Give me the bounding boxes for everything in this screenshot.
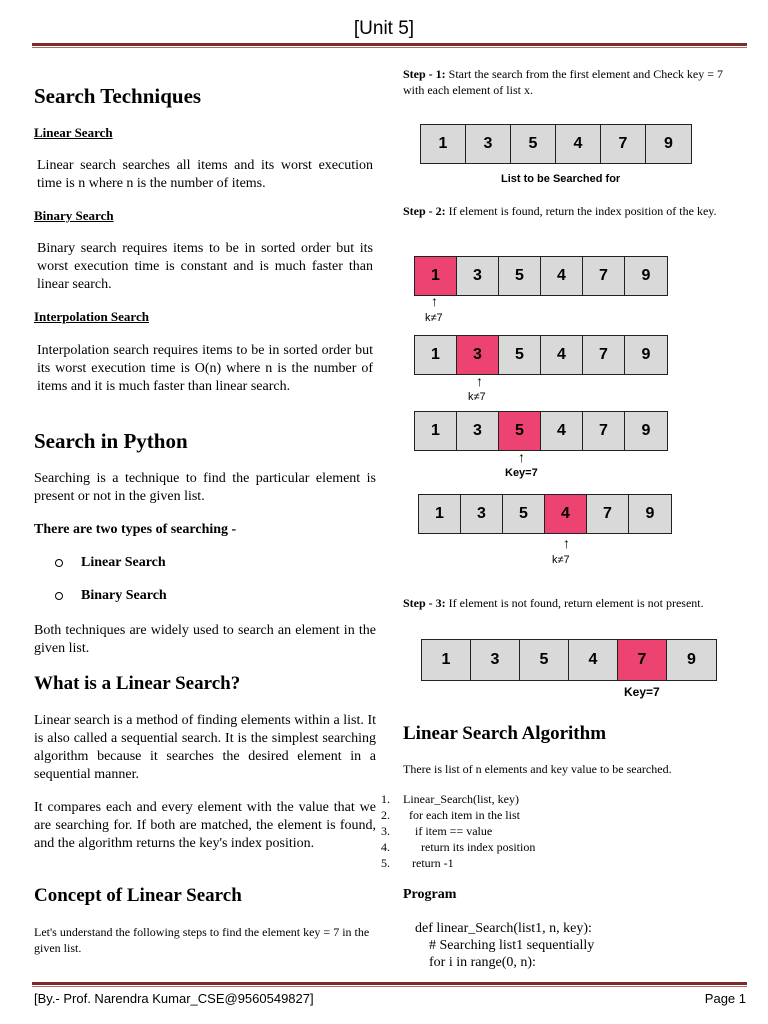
up-arrow-icon: ↑	[563, 535, 570, 551]
list-row-step5	[421, 639, 717, 681]
list-cell: 4	[569, 640, 618, 680]
footer-rule	[32, 982, 747, 987]
list-cell: 5	[499, 336, 541, 374]
step1-text: Step - 1: Start the search from the first element and Check key = 7 with each element of list x.	[403, 67, 724, 97]
binary-search-text: Binary search requires items to be in sorted order but its worst execution time is constant and is much faster than linear search.	[37, 241, 373, 292]
list-row-step1	[414, 256, 668, 296]
key-equals-label: Key=7	[505, 467, 538, 479]
heading-linear-search-algorithm: Linear Search Algorithm	[403, 723, 607, 744]
header-rule	[32, 43, 747, 48]
code-line: for i in range(0, n):	[415, 955, 536, 970]
bullet-linear-search: Linear Search	[55, 555, 166, 571]
list-cell: 4	[541, 412, 583, 450]
list-cell: 4	[541, 336, 583, 374]
not-equal-label: k≠7	[425, 312, 443, 324]
interpolation-search-text: Interpolation search requires items to be in sorted order but its worst execution time is O(n) where n is the number of items and it is much faster than linear search.	[37, 343, 373, 394]
list-row-step4	[418, 494, 672, 534]
what-is-linear-search-text: Linear search is a method of finding elements within a list. It is also called a sequential search. It is the simplest searching algorithm because it searches the desired element in a sequential manner.	[34, 713, 376, 782]
list-cell: 5	[511, 125, 556, 163]
subheading-linear-search: Linear Search	[34, 125, 113, 140]
list-caption: List to be Searched for	[501, 173, 621, 185]
list-cell-highlighted: 5	[499, 412, 541, 450]
subheading-binary-search: Binary Search	[34, 208, 114, 223]
list-cell: 3	[466, 125, 511, 163]
list-cell: 1	[421, 125, 466, 163]
list-cell: 3	[457, 257, 499, 295]
list-cell: 1	[419, 495, 461, 533]
bullet-circle-icon	[55, 559, 63, 567]
algorithm-intro: There is list of n elements and key value to be searched.	[403, 762, 672, 776]
up-arrow-icon: ↑	[476, 373, 483, 389]
footer-author: [By.- Prof. Narendra Kumar_CSE@9560549827]	[34, 991, 314, 1006]
list-cell: 3	[461, 495, 503, 533]
list-cell: 3	[471, 640, 520, 680]
list-cell: 4	[541, 257, 583, 295]
both-techniques-text: Both techniques are widely used to search an element in the given list.	[34, 623, 376, 656]
list-row-initial	[420, 124, 692, 164]
up-arrow-icon: ↑	[518, 449, 525, 465]
list-cell: 9	[667, 640, 716, 680]
list-cell: 3	[457, 412, 499, 450]
list-cell: 7	[583, 412, 625, 450]
list-cell: 7	[583, 257, 625, 295]
list-cell: 9	[625, 412, 667, 450]
linear-search-text: Linear search searches all items and its worst execution time is n where n is the number of items.	[37, 158, 373, 191]
program-heading: Program	[403, 887, 457, 902]
footer-page-number: Page 1	[704, 991, 746, 1006]
list-cell: 7	[601, 125, 646, 163]
key-equals-label: Key=7	[624, 685, 660, 699]
list-cell: 4	[556, 125, 601, 163]
code-line: def linear_Search(list1, n, key):	[415, 921, 592, 936]
list-cell-highlighted: 3	[457, 336, 499, 374]
not-equal-label: k≠7	[552, 554, 570, 566]
list-cell: 9	[625, 336, 667, 374]
code-line: # Searching list1 sequentially	[415, 938, 595, 953]
list-cell: 1	[422, 640, 471, 680]
bullet-binary-search: Binary Search	[55, 588, 167, 604]
bullet-circle-icon	[55, 592, 63, 600]
list-row-step3	[414, 411, 668, 451]
algorithm-list: 1. Linear_Search(list, key) 2. for each item in the list 3. if item == value 4. return its index position 5. return -1	[381, 792, 536, 870]
list-cell: 1	[415, 412, 457, 450]
list-cell-highlighted: 4	[545, 495, 587, 533]
list-cell-highlighted: 1	[415, 257, 457, 295]
list-cell: 9	[629, 495, 671, 533]
subheading-interpolation-search: Interpolation Search	[34, 309, 149, 324]
heading-search-in-python: Search in Python	[34, 429, 188, 453]
list-cell-highlighted: 7	[618, 640, 667, 680]
concept-text: Let's understand the following steps to find the element key = 7 in the given list.	[34, 925, 370, 955]
not-equal-label: k≠7	[468, 391, 486, 403]
list-cell: 7	[587, 495, 629, 533]
step3-text: Step - 3: If element is not found, return element is not present.	[403, 596, 704, 610]
list-cell: 5	[499, 257, 541, 295]
list-cell: 5	[503, 495, 545, 533]
page-header: [Unit 5]	[353, 18, 415, 39]
list-cell: 1	[415, 336, 457, 374]
step2-text: Step - 2: If element is found, return the index position of the key.	[403, 204, 717, 218]
compares-text: It compares each and every element with the value that we are searching for. If both are matched, the element is found, and the algorithm returns the key's index position.	[34, 800, 376, 851]
list-cell: 9	[646, 125, 691, 163]
list-cell: 5	[520, 640, 569, 680]
two-types-text: There are two types of searching -	[34, 522, 237, 537]
search-in-python-text: Searching is a technique to find the particular element is present or not in the given list.	[34, 471, 376, 504]
heading-concept-of-linear-search: Concept of Linear Search	[34, 885, 242, 906]
list-cell: 9	[625, 257, 667, 295]
list-row-step2	[414, 335, 668, 375]
heading-what-is-linear-search: What is a Linear Search?	[34, 673, 241, 694]
heading-search-techniques: Search Techniques	[34, 84, 202, 108]
list-cell: 7	[583, 336, 625, 374]
up-arrow-icon: ↑	[431, 293, 438, 309]
